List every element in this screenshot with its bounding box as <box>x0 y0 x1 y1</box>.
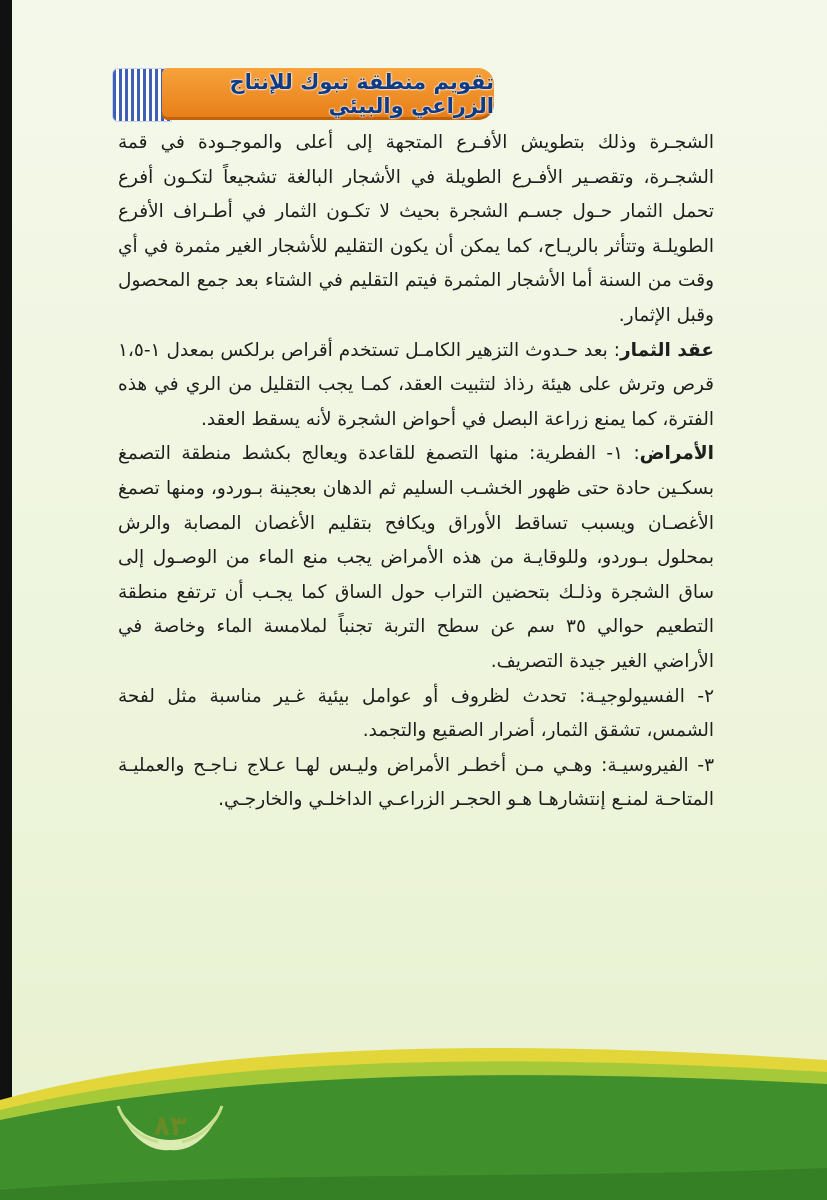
fruit-set-text: : بعد حـدوث التزهير الكامـل تستخدم أقراص برلكس بمعدل ١-١،٥ قرص وترش على هيئة رذاذ لتثبيت العقد، كمـا يجب التقليل من الري في هذه الفترة، كما يمنع زراعة البصل في أحواض الشجرة لأنه يسقط العقد. <box>118 339 714 430</box>
diseases-text: : ١- الفطرية: منها التصمغ للقاعدة ويعالج بكشط منطقة التصمغ بسكـين حادة حتى ظهور الخشـب السليم ثم الدهان بعجينة بـوردو، ومنها تصمغ الأغصـان ويسبب تساقط الأوراق ويكافح بتقليم الأغصان المصابة والرش بمحلول بـوردو، وللوقايـة من هذه الأمراض يجب منع الماء من الوصـول إلى ساق الشجرة وذلـك بتحضين التراب حول الساق كما يجـب أن ترتفع منطقة التطعيم حوالي ٣٥ سم عن سطح التربة تجنباً لملامسة الماء وخاصة في الأراضي الغير جيدة التصريف. <box>118 443 714 672</box>
paragraph-diseases <box>118 437 714 679</box>
header-title: تقويم منطقة تبوك للإنتاج الزراعي والبيئي <box>229 70 494 118</box>
term-fruit-set: عقد الثمار <box>619 339 714 361</box>
paragraph-pruning: الشجـرة وذلك بتطويش الأفـرع المتجهة إلى أعلى والموجـودة في قمة الشجـرة، وتقصـير الأفـرع الطويلة في الأشجار البالغة تشجيعاً لتكـون أفرع تحمل الثمار حـول جسـم الشجرة بحيث لا تكـون الثمار في أطـراف الأفرع الطويلـة وتتأثر بالريـاح، كما يمكن أن يكون التقليم للأشجار الغير مثمرة في أي وقت من السنة أما الأشجار المثمرة فيتم التقليم في الشتاء بعد جمع المحصول وقبل الإثمار. <box>118 132 714 326</box>
term-diseases: الأمراض <box>639 443 714 465</box>
paragraph-viral: ٣- الفيروسيـة: وهـي مـن أخطـر الأمراض وليـس لهـا عـلاج نـاجـح والعمليـة المتاحـة لمنـع إنتشارهـا هـو الحجـر الزراعـي الداخلـي والخارجـي. <box>118 754 714 811</box>
page-edge-strip <box>0 0 12 1200</box>
chapter-header <box>112 68 494 120</box>
page-number: ٨٣ <box>153 1111 187 1142</box>
paragraph-fruit-set <box>118 334 714 438</box>
header-tab <box>162 68 494 120</box>
body-text <box>118 126 714 818</box>
paragraph-physiological: ٢- الفسيولوجيـة: تحدث لظروف أو عوامل بيئية غـير مناسبة مثل لفحة الشمس، تشقق الثمار، أضرار الصقيع والتجمد. <box>118 685 714 742</box>
